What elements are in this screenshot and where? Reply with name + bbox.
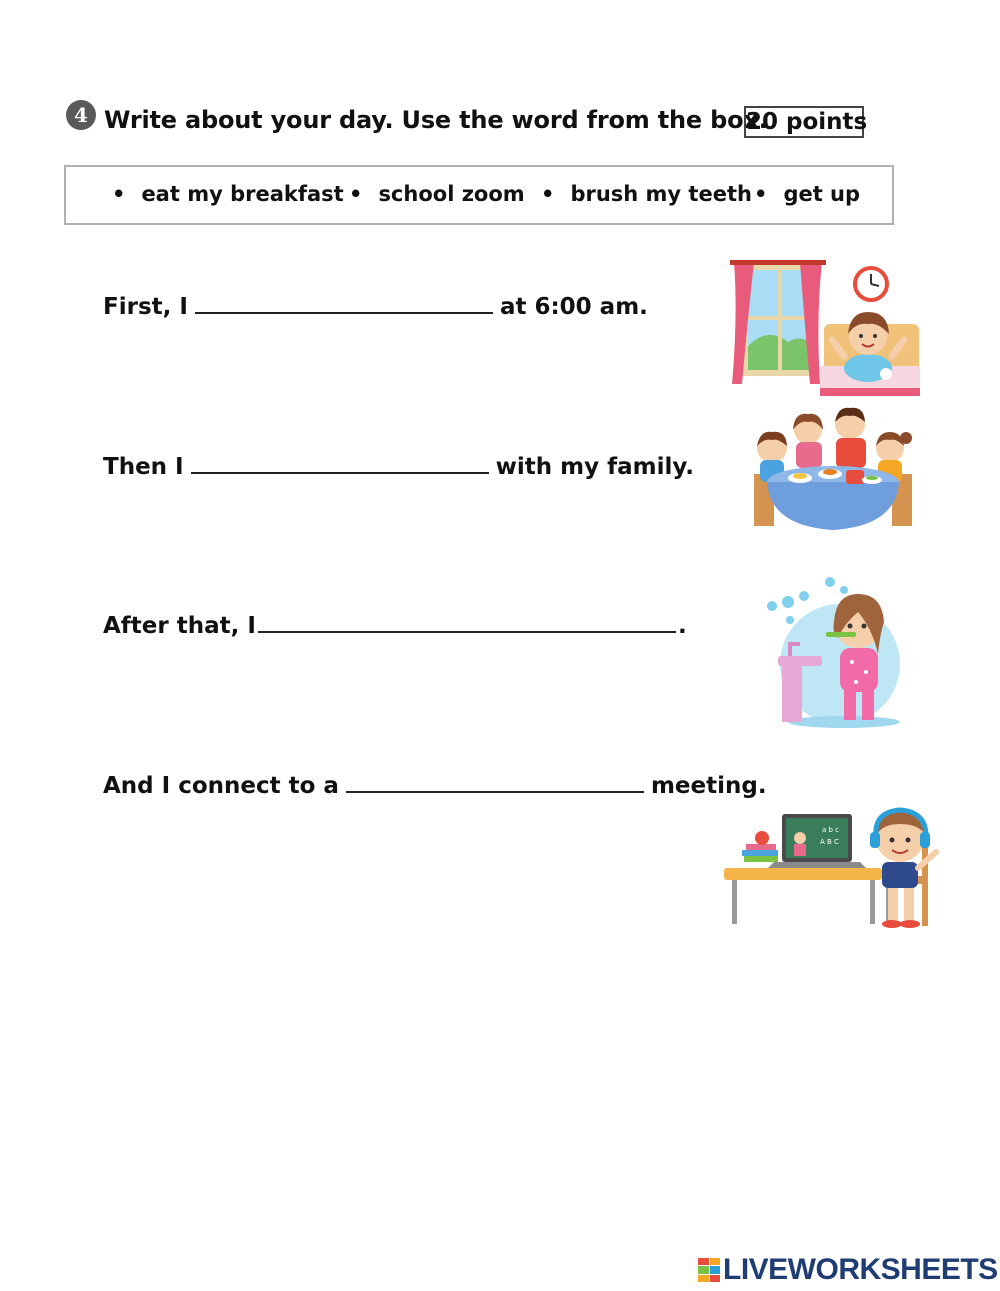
bullet: • [754, 182, 768, 206]
word-label: brush my teeth [570, 182, 752, 206]
sentence-text-after: with my family. [495, 454, 694, 480]
sentence-text-after: at 6:00 am. [499, 294, 648, 320]
sentence-text-before: First, I [103, 294, 188, 320]
sentence-1 [103, 288, 648, 320]
brush-teeth-illustration [760, 574, 920, 730]
question-number-badge: 4 [66, 100, 96, 130]
word-label: school zoom [378, 182, 525, 206]
answer-blank[interactable] [346, 767, 644, 793]
school-zoom-illustration [722, 806, 952, 934]
bullet: • [541, 182, 555, 206]
family-breakfast-illustration [750, 404, 916, 538]
word-bank-item [541, 182, 752, 206]
laptop-screen-text: a b c [822, 826, 840, 834]
points-box: 20 points [744, 106, 864, 138]
word-label: get up [783, 182, 861, 206]
sentence-text-after: . [677, 613, 687, 639]
tablecloth [767, 482, 899, 530]
logo-text: LIVEWORKSHEETS [723, 1253, 998, 1286]
sentence-text-before: Then I [103, 454, 184, 480]
sentence-text-before: After that, I [103, 613, 256, 639]
wake-up-illustration [728, 256, 923, 398]
apple-icon [755, 831, 769, 845]
logo-mark-icon [698, 1258, 720, 1282]
word-label: eat my breakfast [141, 182, 344, 206]
sentence-3 [103, 607, 687, 639]
liveworksheets-logo[interactable] [698, 1254, 998, 1286]
sentence-text-after: meeting. [650, 773, 767, 799]
sentence-4 [103, 767, 767, 799]
bullet: • [349, 182, 363, 206]
word-bank-item [112, 182, 344, 206]
pajamas-top [840, 648, 878, 692]
toothbrush [826, 632, 856, 637]
answer-blank[interactable] [191, 448, 489, 474]
word-bank-item [754, 182, 860, 206]
sink-stand [782, 666, 802, 722]
instruction-text: Write about your day. Use the word from the box. [104, 106, 768, 134]
bullet: • [112, 182, 126, 206]
answer-blank[interactable] [195, 288, 493, 314]
sentence-2 [103, 448, 694, 480]
svg-text:A B C: A B C [820, 838, 839, 846]
school-uniform [882, 862, 918, 888]
answer-blank[interactable] [258, 607, 676, 633]
word-bank-item [349, 182, 525, 206]
desk [724, 868, 882, 880]
sentence-text-before: And I connect to a [103, 773, 339, 799]
